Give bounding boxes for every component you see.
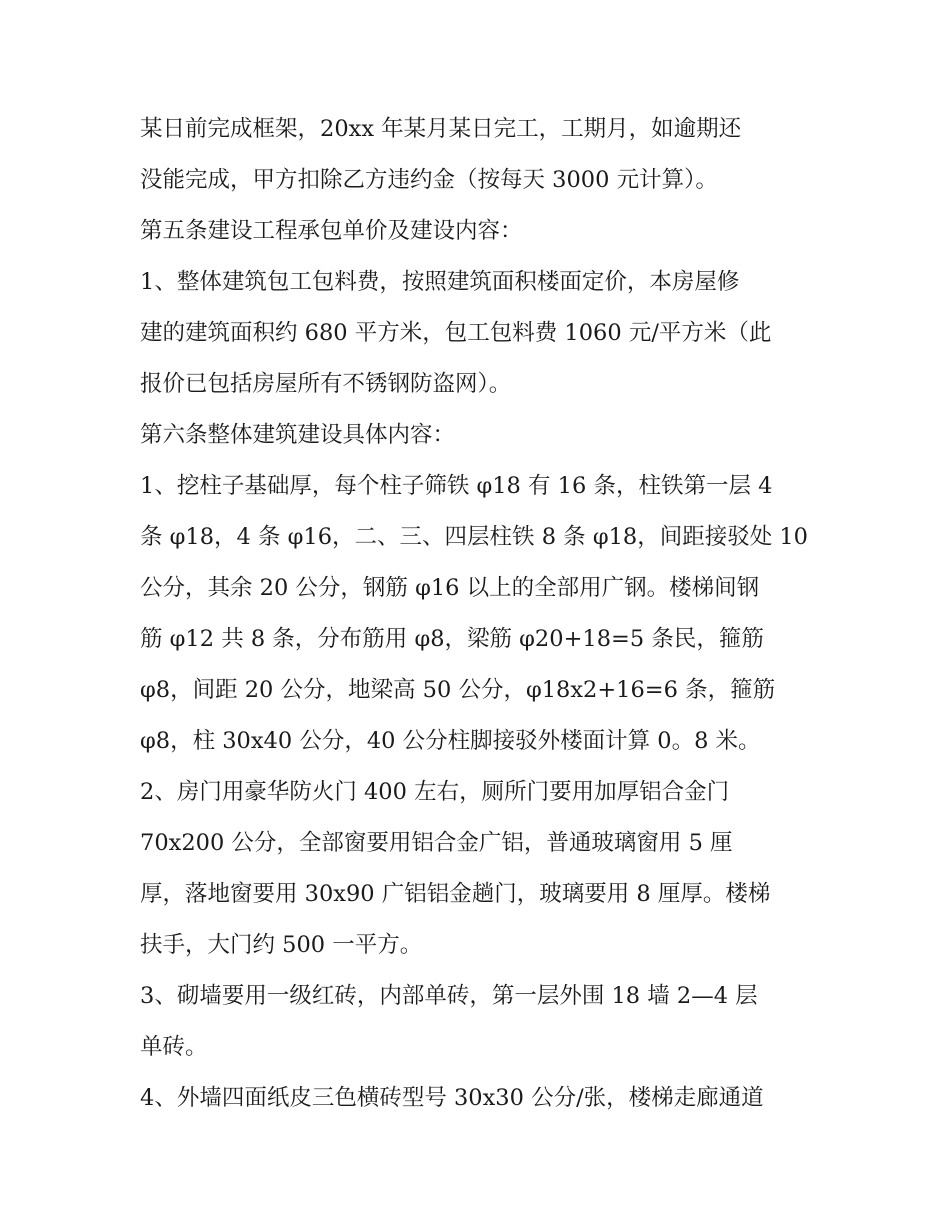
text-line: 扶手，大门约 500 一平方。 bbox=[140, 932, 423, 958]
section-heading: 第五条建设工程承包单价及建设内容： bbox=[140, 218, 523, 244]
text-line: 单砖。 bbox=[140, 1034, 208, 1060]
text-line: φ8，柱 30x40 公分，40 公分柱脚接驳外楼面计算 0。8 米。 bbox=[140, 728, 761, 754]
text-line: 报价已包括房屋所有不锈钢防盗网）。 bbox=[140, 371, 512, 397]
text-line: φ8，间距 20 公分，地梁高 50 公分，φ18x2+16=6 条，箍筋 bbox=[140, 677, 776, 703]
text-line: 3、砌墙要用一级红砖，内部单砖，第一层外围 18 墙 2—4 层 bbox=[140, 983, 758, 1009]
text-line: 公分，其余 20 公分，钢筋 φ16 以上的全部用广钢。楼梯间钢 bbox=[140, 575, 760, 601]
text-line: 厚，落地窗要用 30x90 广铝铝金趟门，玻璃要用 8 厘厚。楼梯 bbox=[140, 881, 771, 907]
text-line: 70x200 公分，全部窗要用铝合金广铝，普通玻璃窗用 5 厘 bbox=[140, 830, 733, 856]
text-line: 4、外墙四面纸皮三色横砖型号 30x30 公分/张，楼梯走廊通道 bbox=[140, 1085, 764, 1111]
text-line: 1、整体建筑包工包料费，按照建筑面积楼面定价，本房屋修 bbox=[140, 269, 740, 295]
section-heading: 第六条整体建筑建设具体内容： bbox=[140, 422, 456, 448]
text-line: 某日前完成框架，20xx 年某月某日完工，工期月，如逾期还 bbox=[140, 116, 742, 142]
document-body bbox=[140, 104, 830, 1124]
text-line: 建的建筑面积约 680 平方米，包工包料费 1060 元/平方米（此 bbox=[140, 320, 772, 346]
text-line: 2、房门用豪华防火门 400 左右，厕所门要用加厚铝合金门 bbox=[140, 779, 730, 805]
text-line: 没能完成，甲方扣除乙方违约金（按每天 3000 元计算）。 bbox=[140, 167, 718, 193]
text-line: 条 φ18，4 条 φ16，二、三、四层柱铁 8 条 φ18，间距接驳处 10 bbox=[140, 524, 808, 550]
text-line: 筋 φ12 共 8 条，分布筋用 φ8，梁筋 φ20+18=5 条民，箍筋 bbox=[140, 626, 764, 652]
text-line: 1、挖柱子基础厚，每个柱子筛铁 φ18 有 16 条，柱铁第一层 4 bbox=[140, 473, 773, 499]
